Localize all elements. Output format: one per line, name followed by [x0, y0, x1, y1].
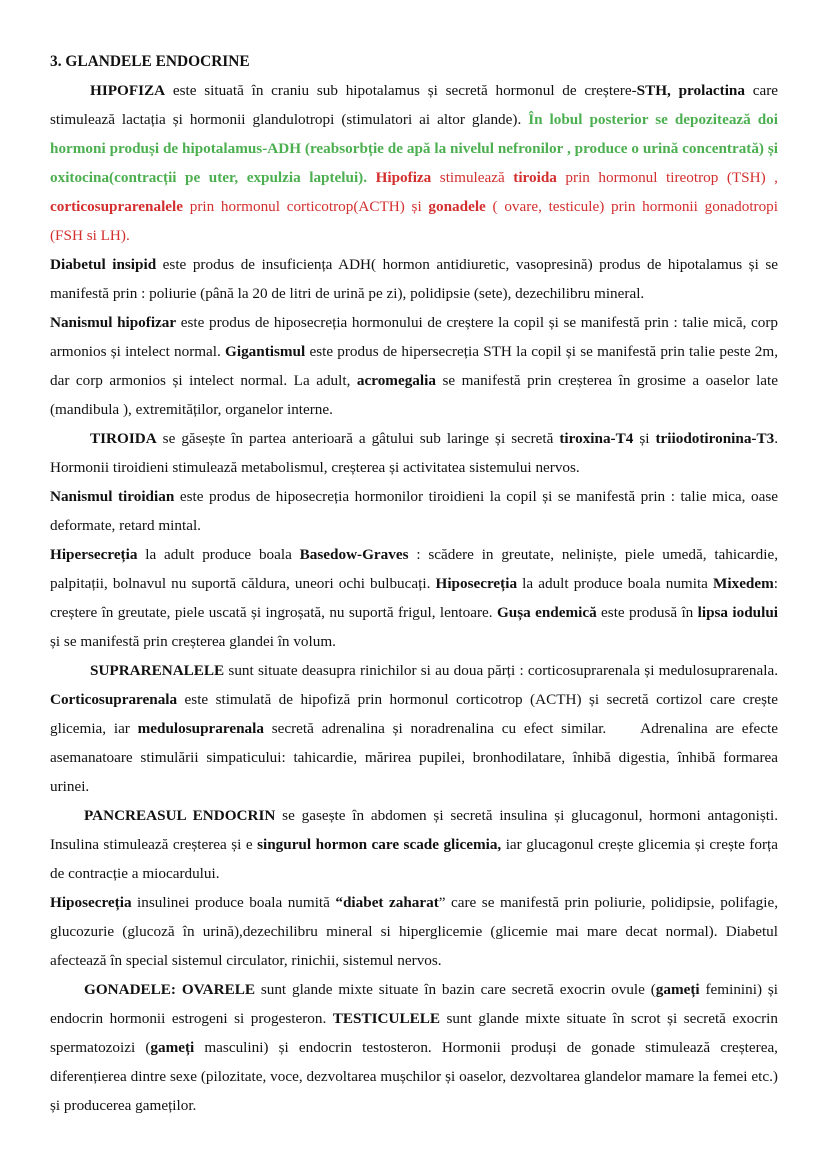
term-triiodotironina: triiodotironina-T3 — [655, 430, 775, 447]
text: : creștere în greutate, piele uscată și ingroșată, nu suportă frigul, lentoare. — [50, 575, 779, 621]
term-hiposecretia: Hiposecreția — [435, 575, 518, 592]
text: se gasește în abdomen și secretă insulina și glucagonul, hormoni antagoniști. Insulina stimulează creșterea și e — [50, 807, 778, 853]
term-mixedem: Mixedem — [713, 575, 774, 592]
term-sth-prolactina: STH, prolactina — [636, 82, 745, 99]
section-title: 3. GLANDELE ENDOCRINE — [50, 53, 250, 70]
text: se manifestă prin creșterea în grosime a oaselor late (mandibula ), extremităților, organelor interne. — [50, 372, 778, 418]
term-gameti: gameți — [150, 1039, 195, 1056]
term-nanism-hipofizar: Nanismul hipofizar — [50, 314, 177, 331]
text: la adult produce boala numita — [517, 575, 714, 592]
text: ” care se manifestă prin poliurie, polidipsie, polifagie, glucozurie (glucoză în urină),dezechilibru mineral si hiperglicemie (glicemie mai mare decat normal). Diabetul afectează în special sistemul circulator, rinichii, sistemul nervos. — [50, 894, 779, 969]
highlight-term-tiroida: tiroida — [513, 169, 557, 186]
text: insulinei produce boala numită — [131, 894, 336, 911]
term-gigantism: Gigantismul — [225, 343, 306, 360]
highlight-text: prin hormonul tireotrop (TSH) , — [556, 169, 778, 186]
paragraph-hipofiza — [50, 76, 778, 250]
text: : scădere in greutate, neliniște, piele umedă, tahicardie, palpitații, bolnavul nu suportă căldura, uneori ochi bulbucați. — [50, 546, 778, 592]
paragraph-tiroida — [50, 424, 778, 482]
text: sunt glande mixte situate în bazin care secretă exocrin ovule ( — [254, 981, 656, 998]
text: este produs de hiposecreția hormonului de creștere la copil și se manifestă prin : talie mică, corp armonios și intelect normal. — [50, 314, 778, 360]
text: care stimulează lactația și hormonii glandulotropi (stimulatori ai altor glande). — [50, 82, 779, 128]
highlight-term-gonadele: gonadele — [428, 198, 486, 215]
paragraph-hipersecretia-tiroida — [50, 540, 778, 656]
text: Adrenalina are efecte asemanatoare stimulării simpaticului: tahicardie, mărirea pupilei, bronhodilatare, înhibă digestia, înhibă formarea urinei. — [50, 720, 779, 795]
term-tiroxina: tiroxina-T4 — [559, 430, 634, 447]
text: este stimulată de hipofiză prin hormonul corticotrop (ACTH) și secretă cortizol care crește glicemia, iar — [50, 691, 778, 737]
text: masculini) și endocrin testosteron. Hormonii produși de gonade stimulează creșterea, diferențierea dintre sexe (pilozitate, voce, dezvoltarea mușchilor și oaselor, dezvoltarea glandelor mamare la femei etc.) și producerea gameților. — [50, 1039, 778, 1114]
term-tiroida: TIROIDA — [90, 430, 157, 447]
term-lipsa-iodului: lipsa iodului — [697, 604, 778, 621]
text: este produsă în — [596, 604, 698, 621]
text: la adult produce boala — [137, 546, 300, 563]
term-hipersecretia: Hipersecreția — [50, 546, 138, 563]
term-nanism-tiroidian: Nanismul tiroidian — [50, 488, 175, 505]
text: este produs de insuficiența ADH( hormon antidiuretic, vasopresină) produs de hipotalamus și se manifestă prin : poliurie (până la 20 de litri de urină pe zi), polidipsie (sete), dezechilibru mineral. — [50, 256, 778, 302]
paragraph-nanism-tiroidian — [50, 482, 778, 540]
highlight-lob-posterior: În lobul posterior se depozitează doi hormoni produși de hipotalamus-ADH (reabsorbție de apă la nivelul nefronilor , produce o urină concentrată) și oxitocina(contracții pe uter, expulzia laptelui). — [50, 111, 778, 186]
text: secretă adrenalina și noradrenalina cu efect similar. — [263, 720, 607, 737]
paragraph-diabet-insipid — [50, 250, 778, 308]
text: sunt glande mixte situate în scrot și secretă exocrin spermatozoizi ( — [50, 1010, 778, 1056]
term-basedow-graves: Basedow-Graves — [299, 546, 409, 563]
paragraph-suprarenalele — [50, 656, 778, 801]
term-pancreasul-endocrin: PANCREASUL ENDOCRIN — [84, 807, 276, 824]
text: se găsește în partea anterioară a gâtului sub laringe și secretă — [156, 430, 560, 447]
highlight-text: prin hormonul corticotrop(ACTH) și — [183, 198, 429, 215]
text: feminini) și endocrin hormonii estrogeni si progesteron. — [50, 981, 778, 1027]
term-medulosuprarenala: medulosuprarenala — [137, 720, 264, 737]
text: și se manifestă prin creșterea glandei în volum. — [50, 633, 336, 650]
term-suprarenalele: SUPRARENALELE — [90, 662, 225, 679]
text: și — [633, 430, 656, 447]
term-gameti: gameți — [655, 981, 700, 998]
term-gusa-endemica: Gușa endemică — [496, 604, 597, 621]
term-hiposecretia: Hiposecreția — [50, 894, 132, 911]
term-singurul-hormon: singurul hormon care scade glicemia, — [257, 836, 502, 853]
term-gonadele-ovarele: GONADELE: OVARELE — [84, 981, 255, 998]
text: este produs de hipersecreția STH la copil și se manifestă prin talie peste 2m, dar corp armonios și intelect normal. La adult, — [50, 343, 779, 389]
highlight-term-corticosuprarenalele: corticosuprarenalele — [50, 198, 183, 215]
term-diabet-zaharat: “diabet zaharat — [335, 894, 439, 911]
term-hipofiza: HIPOFIZA — [90, 82, 166, 99]
text: . Hormonii tiroidieni stimulează metabolismul, creșterea și activitatea sistemului nervos. — [50, 430, 778, 476]
text: este produs de hiposecreția hormonilor tiroidieni la copil și se manifestă prin : talie mica, oase deformate, retard mintal. — [50, 488, 778, 534]
paragraph-diabet-zaharat — [50, 888, 778, 975]
highlight-text: ( ovare, testicule) prin hormonii gonadotropi (FSH si LH). — [50, 198, 778, 244]
text: este situată în craniu sub hipotalamus și secretă hormonul de creștere- — [165, 82, 637, 99]
highlight-term-hipofiza: Hipofiza — [375, 169, 432, 186]
highlight-text: stimulează — [431, 169, 514, 186]
paragraph-nanism-hipofizar — [50, 308, 778, 424]
paragraph-gonadele — [50, 975, 778, 1120]
paragraph-pancreasul — [50, 801, 778, 888]
term-corticosuprarenala: Corticosuprarenala — [50, 691, 178, 708]
text: sunt situate deasupra rinichilor si au doua părți : corticosuprarenala și medulosuprarenala. — [224, 662, 778, 679]
term-acromegalia: acromegalia — [356, 372, 436, 389]
term-testiculele: TESTICULELE — [332, 1010, 440, 1027]
term-diabet-insipid: Diabetul insipid — [50, 256, 157, 273]
text: iar glucagonul crește glicemia și crește forța de contracție a miocardului. — [50, 836, 778, 882]
document-page — [50, 47, 778, 1120]
